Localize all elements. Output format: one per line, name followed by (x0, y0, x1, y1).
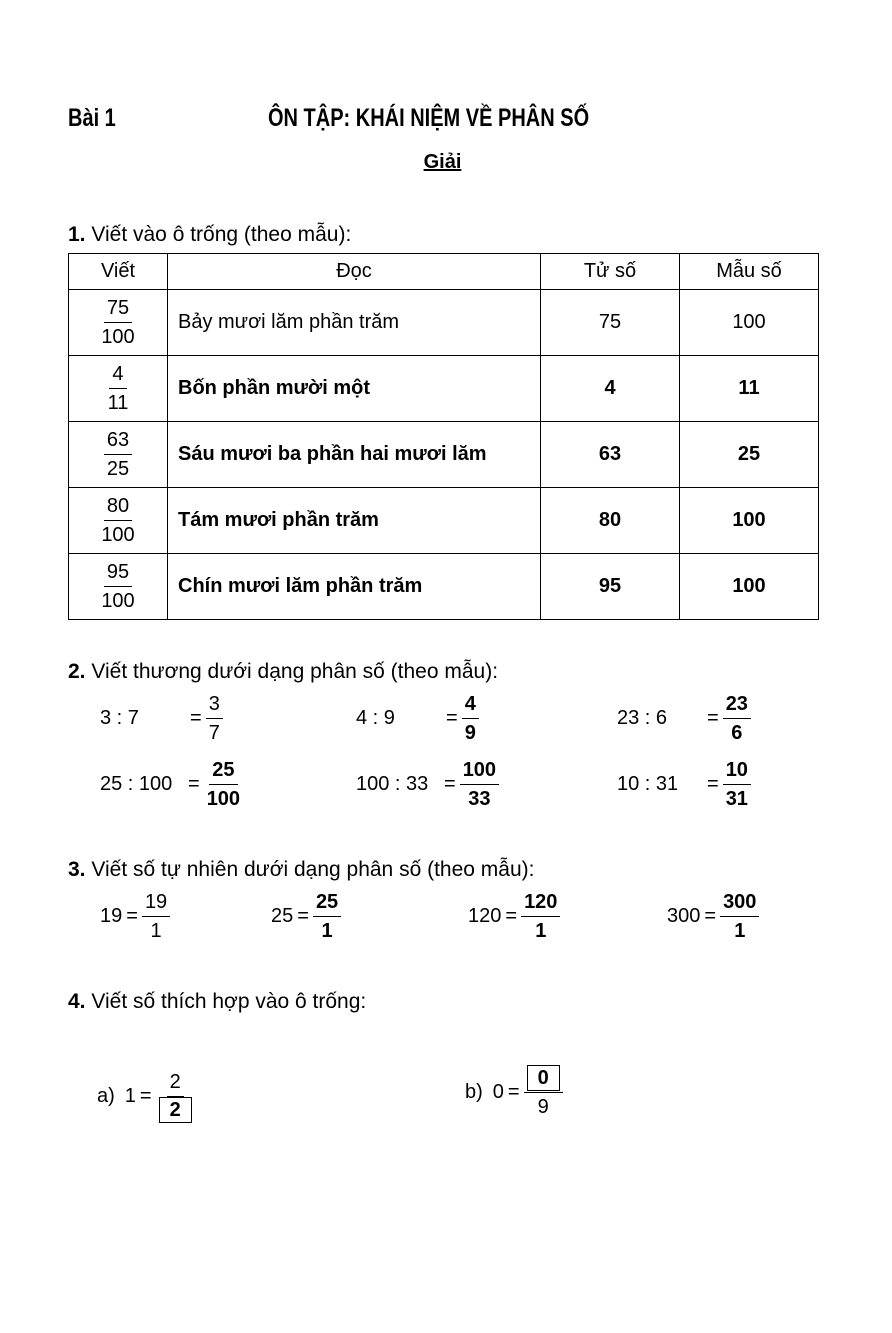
instruction-text: Viết số thích hợp vào ô trống: (91, 990, 367, 1013)
exercise-2-instruction (68, 660, 498, 684)
equals-sign: = (126, 905, 138, 927)
fraction-denominator: 31 (725, 788, 748, 810)
table-row (69, 290, 819, 356)
whole-number: 1 (124, 1085, 136, 1107)
numerator-cell: 95 (541, 554, 680, 620)
division-expression: 3 : 7 (100, 707, 139, 729)
fraction-numerator: 10 (723, 760, 751, 785)
natural-fraction-item (100, 892, 170, 941)
numerator-cell: 75 (541, 290, 680, 356)
equals-sign: = (707, 773, 719, 795)
equals-sign: = (446, 707, 458, 729)
fraction-numerator: 2 (167, 1072, 184, 1097)
answer-box: 2 (159, 1097, 192, 1123)
fraction-denominator: 7 (208, 722, 220, 744)
whole-number: 120 (468, 905, 502, 927)
equals-sign: = (507, 1081, 520, 1103)
whole-number: 300 (667, 905, 701, 927)
fraction-denominator: 100 (101, 524, 135, 546)
exercise-4-instruction (68, 990, 366, 1014)
equals-sign: = (704, 905, 717, 927)
table-row (69, 554, 819, 620)
whole-number: 25 (271, 905, 294, 927)
natural-fraction-item (468, 892, 560, 941)
fraction-denominator: 9 (464, 722, 476, 744)
table-header-row (69, 254, 819, 290)
numerator-cell: 4 (541, 356, 680, 422)
fill-box-item-b (465, 1068, 563, 1117)
fraction-numerator: 100 (460, 760, 499, 785)
fraction-denominator: 9 (537, 1096, 549, 1118)
exercise-1-instruction (68, 223, 351, 247)
table-row (69, 488, 819, 554)
denominator-cell: 25 (680, 422, 819, 488)
quotient-item (617, 760, 751, 809)
natural-fraction-item (271, 892, 341, 941)
quotient-item (356, 694, 479, 743)
exercise-number: 1. (68, 223, 86, 246)
exercise-3-instruction (68, 858, 534, 882)
fraction-cell (69, 356, 168, 422)
lesson-number: Bài 1 (68, 104, 116, 132)
quotient-item (617, 694, 751, 743)
fraction-denominator: 1 (150, 920, 162, 942)
answer-box: 0 (527, 1065, 560, 1091)
fraction-table (68, 253, 819, 620)
quotient-item (356, 760, 499, 809)
fraction-cell (69, 422, 168, 488)
natural-fraction-item (667, 892, 759, 941)
fraction-cell (69, 488, 168, 554)
denominator-cell: 100 (680, 488, 819, 554)
whole-number: 19 (100, 905, 123, 927)
fraction-numerator: 80 (104, 496, 132, 521)
fraction-denominator: 1 (535, 920, 547, 942)
fraction-denominator: 100 (206, 788, 241, 810)
fraction-numerator: 3 (206, 694, 223, 719)
equals-sign: = (444, 773, 456, 795)
denominator-cell: 100 (680, 290, 819, 356)
instruction-text: Viết vào ô trống (theo mẫu): (91, 223, 352, 246)
item-label: b) (465, 1081, 483, 1103)
division-expression: 23 : 6 (617, 707, 668, 729)
equals-sign: = (297, 905, 309, 927)
denominator-cell: 11 (680, 356, 819, 422)
header-numerator: Tử số (541, 254, 680, 290)
quotient-item (100, 760, 243, 809)
exercise-number: 4. (68, 990, 86, 1013)
fraction-numerator: 19 (142, 892, 170, 917)
equals-sign: = (190, 707, 202, 729)
solution-heading: Giải (423, 151, 462, 173)
instruction-text: Viết thương dưới dạng phân số (theo mẫu): (91, 660, 499, 683)
fraction-denominator: 33 (468, 788, 491, 810)
exercise-number: 2. (68, 660, 86, 683)
read-cell: Bốn phần mười một (168, 356, 541, 422)
header-denominator: Mẫu số (680, 254, 819, 290)
denominator-cell: 100 (680, 554, 819, 620)
fraction-denominator: 6 (731, 722, 743, 744)
item-label: a) (97, 1085, 115, 1107)
fraction-numerator: 95 (104, 562, 132, 587)
table-row (69, 422, 819, 488)
equals-sign: = (139, 1085, 152, 1107)
header-read: Đọc (168, 254, 541, 290)
instruction-text: Viết số tự nhiên dưới dạng phân số (theo mẫu): (91, 858, 535, 881)
division-expression: 25 : 100 (100, 773, 173, 795)
read-cell: Tám mươi phần trăm (168, 488, 541, 554)
division-expression: 10 : 31 (617, 773, 679, 795)
read-cell: Sáu mươi ba phần hai mươi lăm (168, 422, 541, 488)
lesson-title: ÔN TẬP: KHÁI NIỆM VỀ PHÂN SỐ (268, 104, 590, 132)
header-write: Viết (69, 254, 168, 290)
equals-sign: = (505, 905, 518, 927)
equals-sign: = (188, 773, 200, 795)
fraction-numerator: 4 (462, 694, 479, 719)
fraction-cell (69, 554, 168, 620)
numerator-cell: 63 (541, 422, 680, 488)
fraction-numerator: 25 (313, 892, 341, 917)
fraction-cell (69, 290, 168, 356)
read-cell: Chín mươi lăm phần trăm (168, 554, 541, 620)
fraction-denominator: 1 (734, 920, 746, 942)
read-cell: Bảy mươi lăm phần trăm (168, 290, 541, 356)
fraction-numerator: 25 (209, 760, 237, 785)
division-expression: 100 : 33 (356, 773, 429, 795)
fraction-denominator: 100 (101, 590, 135, 612)
fraction-denominator: 100 (101, 326, 135, 348)
fill-box-item-a (97, 1072, 195, 1121)
fraction-denominator: 11 (107, 392, 129, 414)
whole-number: 0 (492, 1081, 504, 1103)
fraction-numerator: 120 (521, 892, 560, 917)
fraction-numerator: 63 (104, 430, 132, 455)
exercise-number: 3. (68, 858, 86, 881)
division-expression: 4 : 9 (356, 707, 395, 729)
fraction-numerator: 4 (109, 364, 126, 389)
fraction-numerator: 300 (720, 892, 759, 917)
numerator-cell: 80 (541, 488, 680, 554)
equals-sign: = (707, 707, 719, 729)
fraction-denominator: 1 (321, 920, 333, 942)
quotient-item (100, 694, 223, 743)
table-row (69, 356, 819, 422)
fraction-numerator: 23 (723, 694, 751, 719)
fraction-numerator: 75 (104, 298, 132, 323)
fraction-denominator: 25 (106, 458, 130, 480)
